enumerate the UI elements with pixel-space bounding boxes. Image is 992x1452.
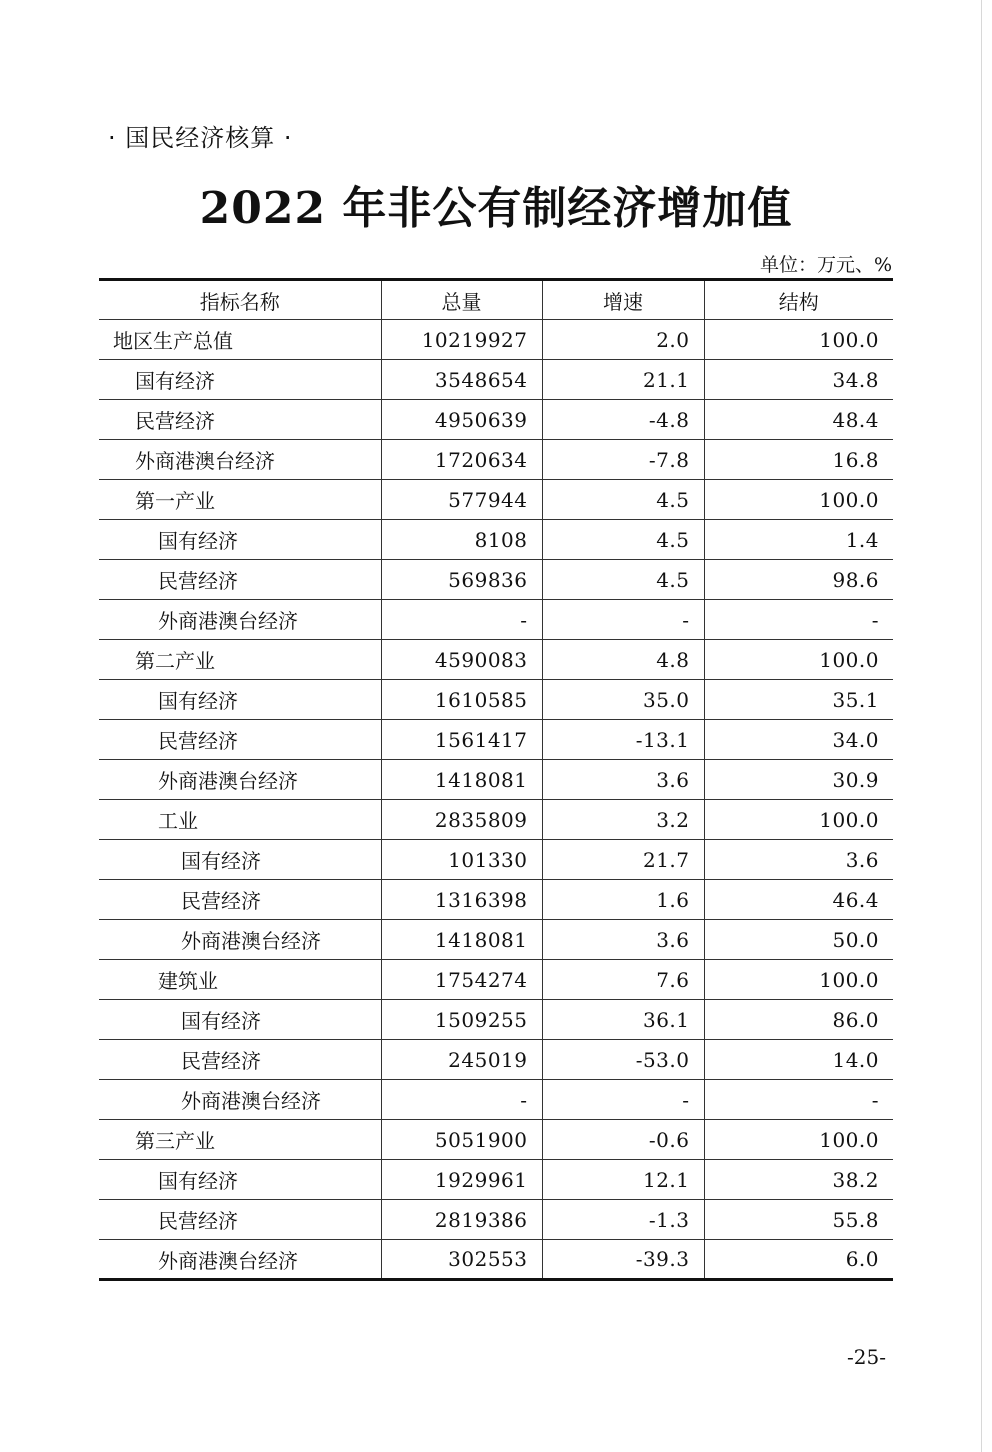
table-row [99, 760, 893, 800]
table-row [99, 920, 893, 960]
table-row [99, 1080, 893, 1120]
row-name: 工业 [99, 800, 381, 840]
row-growth: -39.3 [542, 1240, 704, 1280]
row-structure: 14.0 [704, 1040, 893, 1080]
row-growth: 4.5 [542, 520, 704, 560]
row-total: 302553 [381, 1240, 542, 1280]
row-name: 国有经济 [99, 1000, 381, 1040]
row-growth: 3.2 [542, 800, 704, 840]
row-structure: 100.0 [704, 960, 893, 1000]
row-structure: 16.8 [704, 440, 893, 480]
row-structure: 86.0 [704, 1000, 893, 1040]
table-row [99, 840, 893, 880]
table-row [99, 400, 893, 440]
row-name: 国有经济 [99, 1160, 381, 1200]
row-growth: -13.1 [542, 720, 704, 760]
row-growth: - [542, 1080, 704, 1120]
table-row [99, 1000, 893, 1040]
row-structure: 30.9 [704, 760, 893, 800]
header-structure: 结构 [704, 280, 893, 320]
table-row [99, 600, 893, 640]
row-name: 民营经济 [99, 720, 381, 760]
table-row [99, 640, 893, 680]
row-total: 8108 [381, 520, 542, 560]
row-name: 建筑业 [99, 960, 381, 1000]
row-name: 民营经济 [99, 560, 381, 600]
table-row [99, 360, 893, 400]
row-total: 4950639 [381, 400, 542, 440]
table-row [99, 1200, 893, 1240]
row-name: 第三产业 [99, 1120, 381, 1160]
row-total: 2835809 [381, 800, 542, 840]
row-growth: -1.3 [542, 1200, 704, 1240]
row-growth: 3.6 [542, 920, 704, 960]
row-structure: 1.4 [704, 520, 893, 560]
table-row [99, 1160, 893, 1200]
table-row [99, 1120, 893, 1160]
row-growth: 21.1 [542, 360, 704, 400]
row-total: 245019 [381, 1040, 542, 1080]
table-row [99, 800, 893, 840]
table-body [99, 320, 893, 1280]
row-name: 外商港澳台经济 [99, 440, 381, 480]
row-growth: 1.6 [542, 880, 704, 920]
row-growth: 4.5 [542, 480, 704, 520]
row-growth: 3.6 [542, 760, 704, 800]
table-row [99, 960, 893, 1000]
table-row [99, 560, 893, 600]
unit-label: 单位：万元、% [759, 254, 892, 276]
row-structure: 38.2 [704, 1160, 893, 1200]
row-structure: 100.0 [704, 480, 893, 520]
row-total: 5051900 [381, 1120, 542, 1160]
row-growth: - [542, 600, 704, 640]
row-structure: - [704, 1080, 893, 1120]
row-total: - [381, 1080, 542, 1120]
row-total: 1720634 [381, 440, 542, 480]
row-structure: 34.8 [704, 360, 893, 400]
row-name: 民营经济 [99, 1200, 381, 1240]
row-growth: 2.0 [542, 320, 704, 360]
row-total: 569836 [381, 560, 542, 600]
row-total: 1418081 [381, 760, 542, 800]
row-structure: 100.0 [704, 800, 893, 840]
row-structure: 100.0 [704, 640, 893, 680]
table-row [99, 1240, 893, 1280]
data-table [99, 278, 893, 1281]
page-number: -25- [847, 1345, 886, 1369]
row-name: 外商港澳台经济 [99, 1080, 381, 1120]
header-indicator-name: 指标名称 [199, 289, 280, 314]
row-structure: 100.0 [704, 320, 893, 360]
table-row [99, 480, 893, 520]
row-growth: -53.0 [542, 1040, 704, 1080]
row-growth: 4.8 [542, 640, 704, 680]
row-total: 1561417 [381, 720, 542, 760]
row-total: 4590083 [381, 640, 542, 680]
table-row [99, 880, 893, 920]
row-name: 国有经济 [99, 840, 381, 880]
row-structure: 34.0 [704, 720, 893, 760]
row-structure: 3.6 [704, 840, 893, 880]
table-row [99, 720, 893, 760]
row-growth: -7.8 [542, 440, 704, 480]
row-name: 外商港澳台经济 [99, 600, 381, 640]
row-name: 第一产业 [99, 480, 381, 520]
table-header-row [99, 280, 893, 320]
row-total: 101330 [381, 840, 542, 880]
row-total: 1929961 [381, 1160, 542, 1200]
row-total: 2819386 [381, 1200, 542, 1240]
row-name: 国有经济 [99, 680, 381, 720]
table-row [99, 440, 893, 480]
header-total: 总量 [381, 280, 542, 320]
header-growth: 增速 [542, 280, 704, 320]
row-structure: 55.8 [704, 1200, 893, 1240]
row-name: 外商港澳台经济 [99, 1240, 381, 1280]
row-growth: 12.1 [542, 1160, 704, 1200]
row-structure: - [704, 600, 893, 640]
row-name: 第二产业 [99, 640, 381, 680]
row-name: 外商港澳台经济 [99, 920, 381, 960]
row-name: 民营经济 [99, 880, 381, 920]
table-row [99, 520, 893, 560]
row-name: 国有经济 [99, 520, 381, 560]
row-structure: 6.0 [704, 1240, 893, 1280]
page-title: 2022 年非公有制经济增加值 [199, 183, 793, 234]
row-growth: -4.8 [542, 400, 704, 440]
row-structure: 100.0 [704, 1120, 893, 1160]
row-growth: 7.6 [542, 960, 704, 1000]
row-total: 1610585 [381, 680, 542, 720]
table-row [99, 320, 893, 360]
row-name: 地区生产总值 [99, 320, 381, 360]
row-growth: 35.0 [542, 680, 704, 720]
row-total: - [381, 600, 542, 640]
section-label: · 国民经济核算 · [108, 124, 293, 152]
row-growth: 4.5 [542, 560, 704, 600]
row-structure: 46.4 [704, 880, 893, 920]
row-name: 民营经济 [99, 400, 381, 440]
row-total: 1509255 [381, 1000, 542, 1040]
row-total: 1316398 [381, 880, 542, 920]
row-total: 577944 [381, 480, 542, 520]
table-row [99, 680, 893, 720]
row-total: 1418081 [381, 920, 542, 960]
row-growth: 36.1 [542, 1000, 704, 1040]
table-row [99, 1040, 893, 1080]
row-growth: -0.6 [542, 1120, 704, 1160]
row-structure: 98.6 [704, 560, 893, 600]
row-structure: 48.4 [704, 400, 893, 440]
row-total: 10219927 [381, 320, 542, 360]
row-name: 外商港澳台经济 [99, 760, 381, 800]
row-total: 1754274 [381, 960, 542, 1000]
row-name: 民营经济 [99, 1040, 381, 1080]
row-structure: 50.0 [704, 920, 893, 960]
row-structure: 35.1 [704, 680, 893, 720]
row-total: 3548654 [381, 360, 542, 400]
row-name: 国有经济 [99, 360, 381, 400]
row-growth: 21.7 [542, 840, 704, 880]
